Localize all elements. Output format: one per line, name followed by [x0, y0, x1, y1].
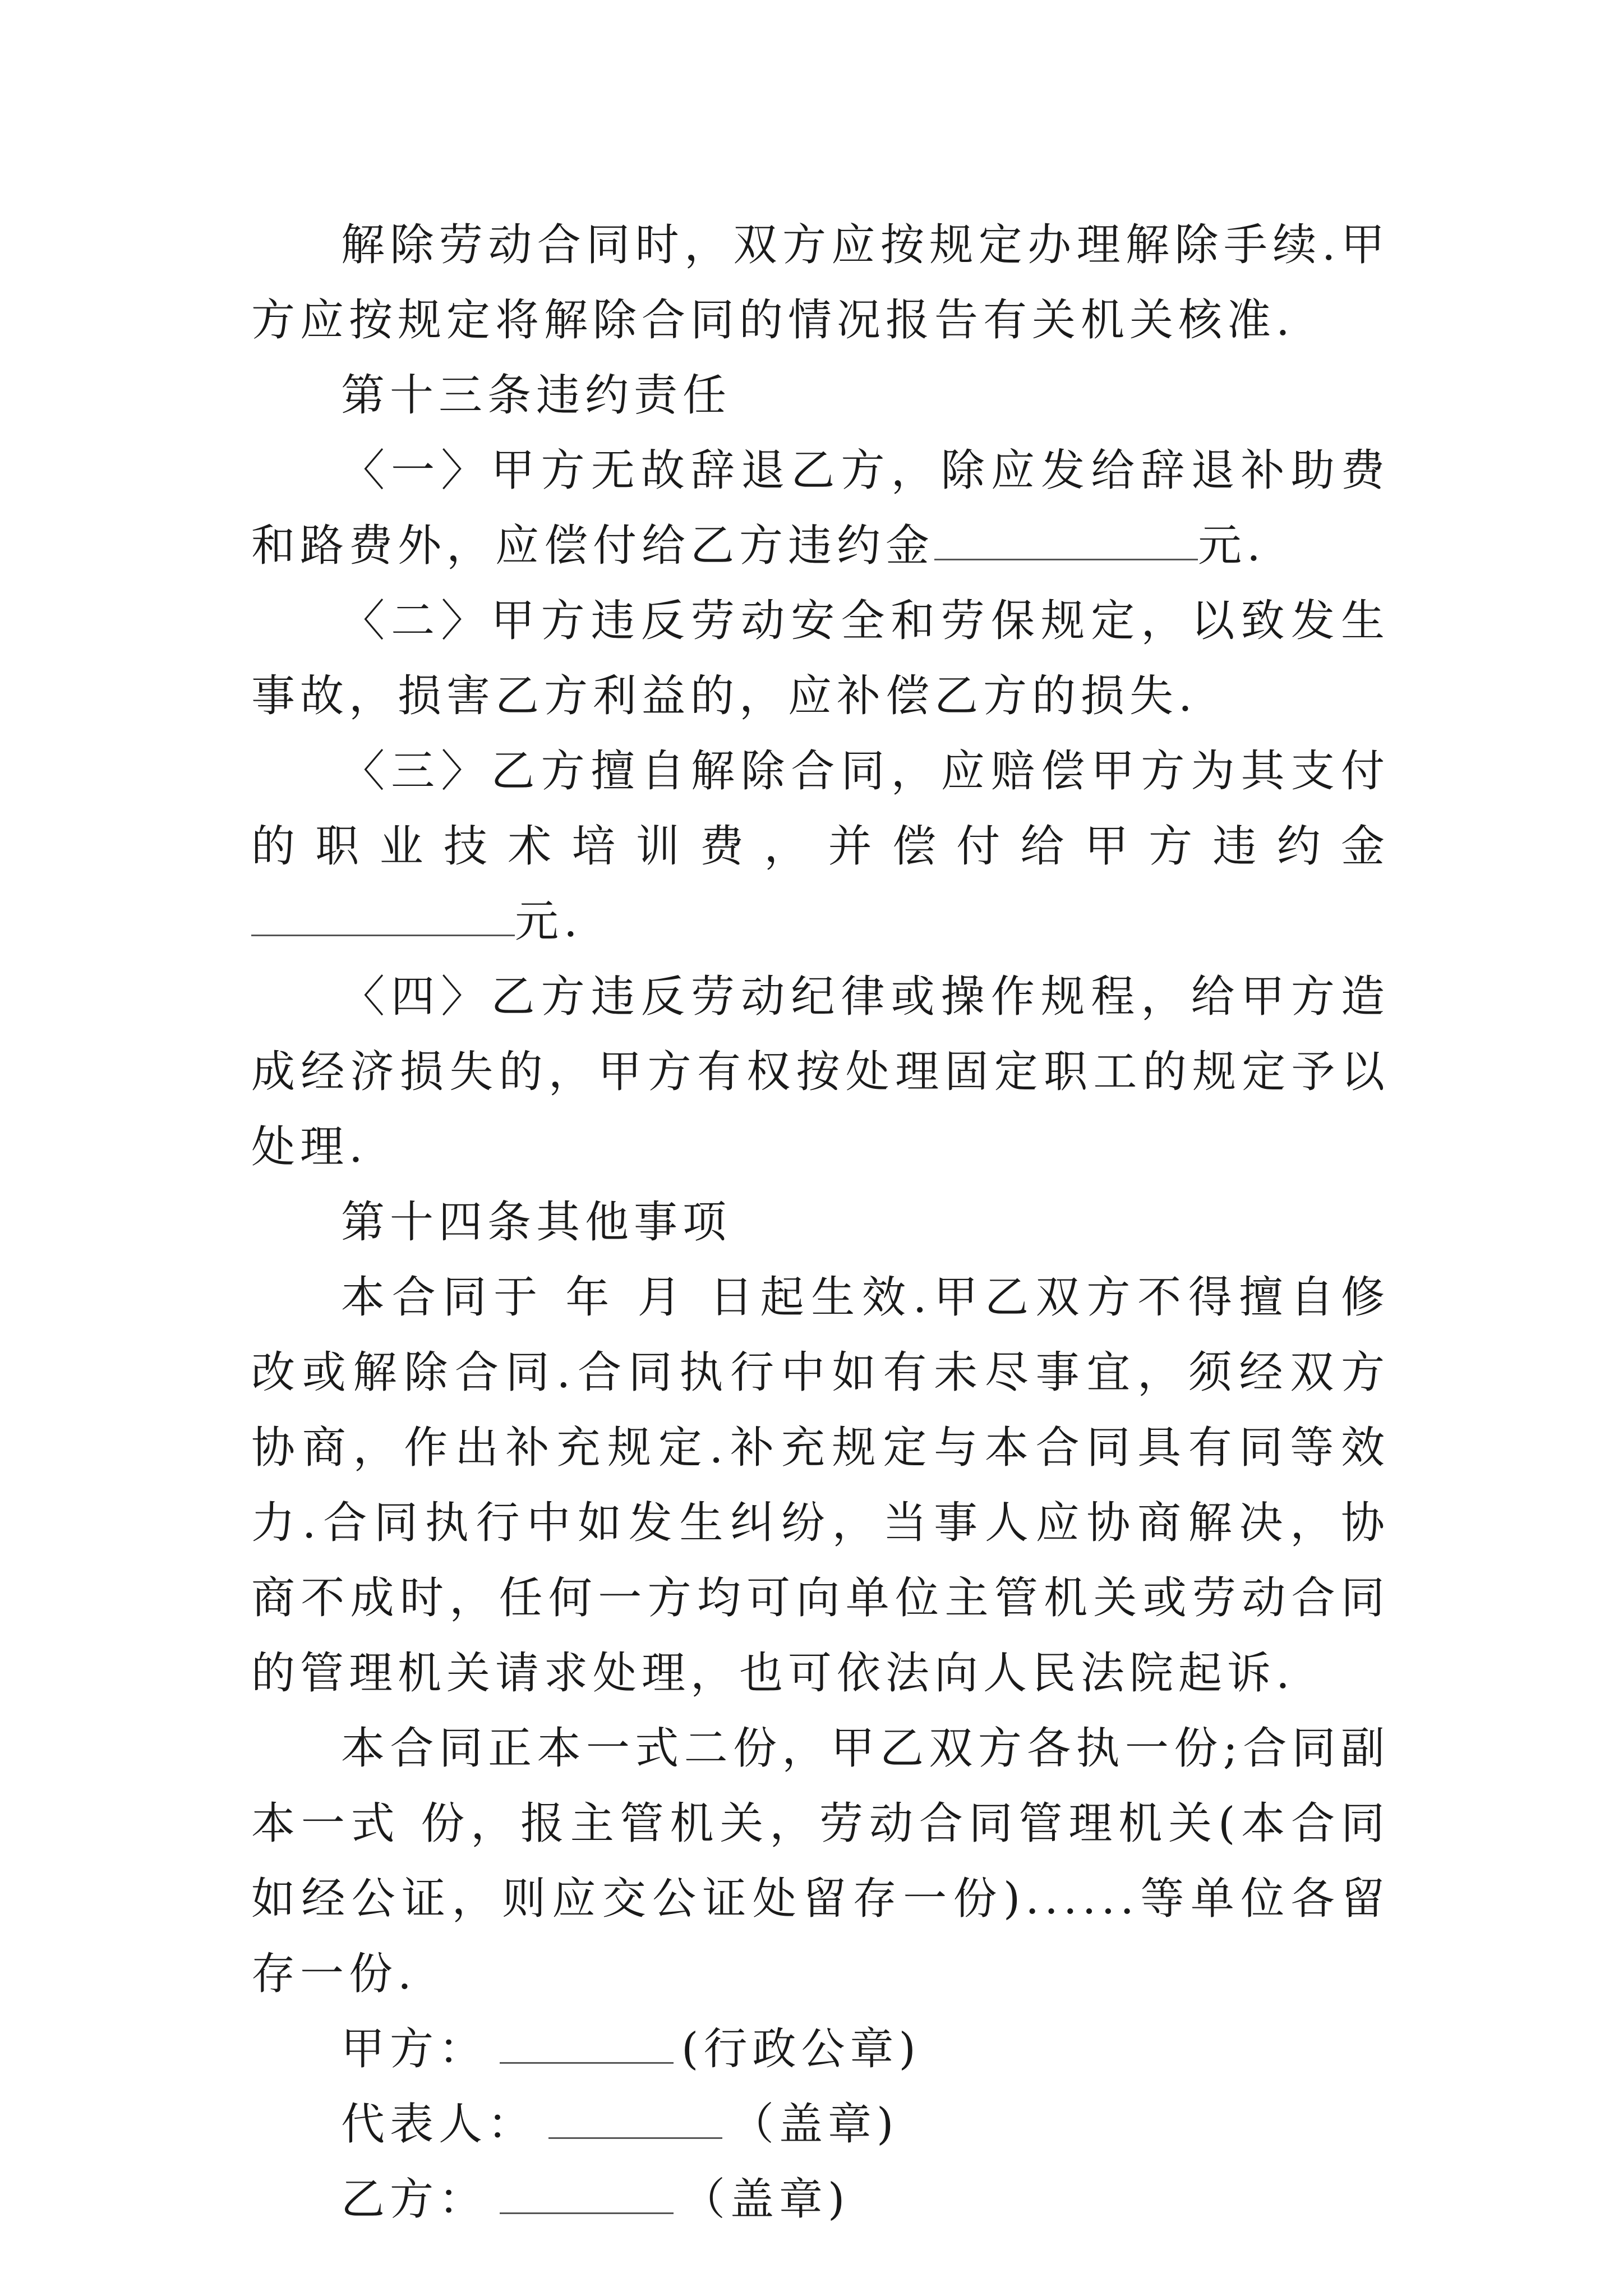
penalty-item-3 [251, 734, 1390, 959]
representative-seal: （盖章) [730, 2099, 899, 2150]
termination-paragraph: 解除劳动合同时，双方应按规定办理解除手续.甲方应按规定将解除合同的情况报告有关机关核准. [251, 220, 1390, 346]
signature-blank [500, 2173, 674, 2214]
article-13-title: 第十三条违约责任 [341, 370, 732, 421]
contract-body [251, 208, 1390, 2237]
amount-blank [251, 895, 515, 936]
penalty-item-3-text: 〈三〉乙方擅自解除合同，应赔偿甲方为其支付的职业技术培训费，并偿付给甲方违约金 [251, 746, 1390, 872]
penalty-item-4: 〈四〉乙方违反劳动纪律或操作规程，给甲方造成经济损失的，甲方有权按处理固定职工的规定予以处理. [251, 972, 1390, 1172]
article-14-title: 第十四条其他事项 [341, 1197, 732, 1248]
currency-unit: 元. [515, 896, 583, 947]
party-a-seal: (行政公章) [681, 2024, 921, 2074]
party-b-signature [251, 2162, 1390, 2237]
representative-label: 代表人： [341, 2099, 537, 2150]
signature-blank [500, 2023, 674, 2064]
penalty-item-2: 〈二〉甲方违反劳动安全和劳保规定，以致发生事故，损害乙方利益的，应补偿乙方的损失. [251, 596, 1390, 721]
penalty-item-1-text: 〈一〉甲方无故辞退乙方，除应发给辞退补助费和路费外，应偿付给乙方违约金 [251, 445, 1390, 571]
effective-date-paragraph: 本合同于 年 月 日起生效.甲乙双方不得擅自修改或解除合同.合同执行中如有未尽事宜，须经双方协商，作出补充规定.补充规定与本合同具有同等效力.合同执行中如发生纠纷，当事人应协商解决，协商不成时，任何一方均可向单位主管机关或劳动合同的管理机关请求处理，也可依法向人民法院起诉. [251, 1272, 1390, 1699]
party-b-seal: （盖章) [681, 2174, 850, 2225]
representative-signature [251, 2087, 1390, 2162]
signature-blank [548, 2098, 722, 2139]
copies-paragraph: 本合同正本一式二份，甲乙双方各执一份;合同副本一式 份，报主管机关，劳动合同管理机关(本合同如经公证，则应交公证处留存一份)......等单位各留存一份. [251, 1723, 1390, 1999]
party-b-label: 乙方： [341, 2174, 488, 2225]
currency-unit: 元. [1198, 521, 1266, 571]
amount-blank [934, 519, 1198, 560]
penalty-item-1 [251, 433, 1390, 583]
party-a-label: 甲方： [341, 2024, 488, 2074]
party-a-signature [251, 2012, 1390, 2087]
